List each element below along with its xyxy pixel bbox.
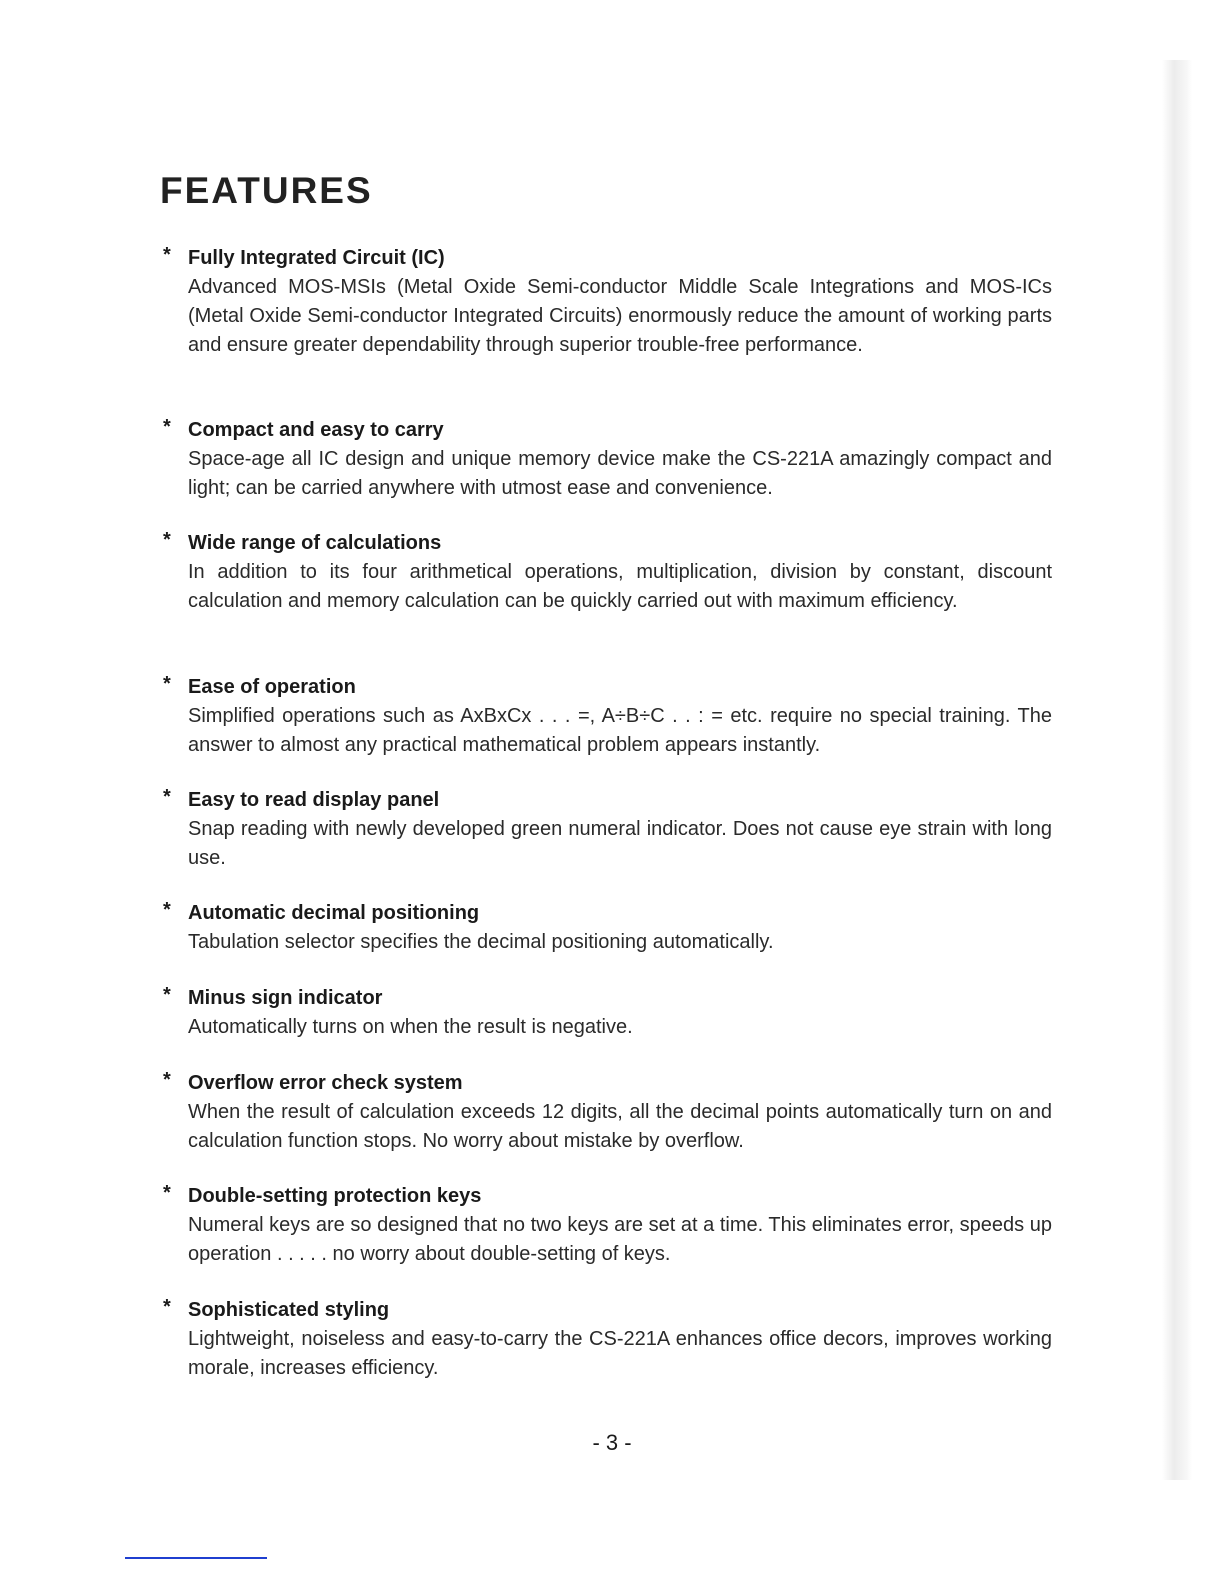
bullet-icon: * [163, 786, 171, 808]
feature-item [160, 529, 1052, 616]
feature-item [160, 673, 1052, 760]
bullet-icon: * [163, 244, 171, 266]
bullet-icon: * [163, 984, 171, 1006]
page-title: FEATURES [160, 170, 373, 211]
page-number: - 3 - [592, 1430, 632, 1455]
feature-heading: Compact and easy to carry [188, 419, 444, 441]
feature-body: Simplified operations such as AxBxCx . . . =, A÷B÷C . . : = etc. require no special training. The answer to almost any practical mathematical problem appears instantly. [188, 705, 1052, 756]
scan-edge-shadow [1162, 60, 1192, 1480]
feature-item [160, 984, 1052, 1042]
feature-item [160, 1296, 1052, 1383]
bullet-icon: * [163, 1296, 171, 1318]
feature-item [160, 1182, 1052, 1269]
feature-heading: Fully Integrated Circuit (IC) [188, 247, 445, 269]
feature-heading: Sophisticated styling [188, 1299, 390, 1321]
feature-body: Space-age all IC design and unique memory device make the CS-221A amazingly compact and light; can be carried anywhere with utmost ease and convenience. [188, 448, 1052, 499]
feature-heading: Minus sign indicator [188, 987, 383, 1009]
bullet-icon: * [163, 529, 171, 551]
bullet-icon: * [163, 1069, 171, 1091]
feature-item [160, 899, 1052, 957]
feature-body: When the result of calculation exceeds 12 digits, all the decimal points automatically turn on and calculation function stops. No worry about mistake by overflow. [188, 1101, 1052, 1152]
footer-rule [125, 1557, 267, 1559]
feature-heading: Ease of operation [188, 676, 356, 698]
feature-item [160, 786, 1052, 873]
feature-item [160, 244, 1052, 360]
feature-heading: Overflow error check system [188, 1072, 463, 1094]
feature-item [160, 416, 1052, 503]
feature-heading: Wide range of calculations [188, 532, 442, 554]
feature-heading: Easy to read display panel [188, 789, 440, 811]
feature-body: Automatically turns on when the result is negative. [188, 1016, 633, 1038]
feature-heading: Double-setting protection keys [188, 1185, 482, 1207]
bullet-icon: * [163, 416, 171, 438]
feature-body: In addition to its four arithmetical operations, multiplication, division by constant, discount calculation and memory calculation can be quickly carried out with maximum efficiency. [188, 561, 1052, 612]
feature-item [160, 1069, 1052, 1156]
feature-body: Advanced MOS-MSIs (Metal Oxide Semi-conductor Middle Scale Integrations and MOS-ICs (Metal Oxide Semi-conductor Integrated Circuits) enormously reduce the amount of working parts and ensure greater dependability through superior trouble-free performance. [188, 276, 1052, 356]
bullet-icon: * [163, 1182, 171, 1204]
bullet-icon: * [163, 673, 171, 695]
feature-body: Numeral keys are so designed that no two keys are set at a time. This eliminates error, speeds up operation . . . . . no worry about double-setting of keys. [188, 1214, 1052, 1265]
feature-body: Snap reading with newly developed green numeral indicator. Does not cause eye strain with long use. [188, 818, 1052, 869]
feature-body: Lightweight, noiseless and easy-to-carry the CS-221A enhances office decors, improves working morale, increases efficiency. [188, 1328, 1052, 1379]
bullet-icon: * [163, 899, 171, 921]
feature-body: Tabulation selector specifies the decimal positioning automatically. [188, 931, 774, 953]
feature-heading: Automatic decimal positioning [188, 902, 480, 924]
